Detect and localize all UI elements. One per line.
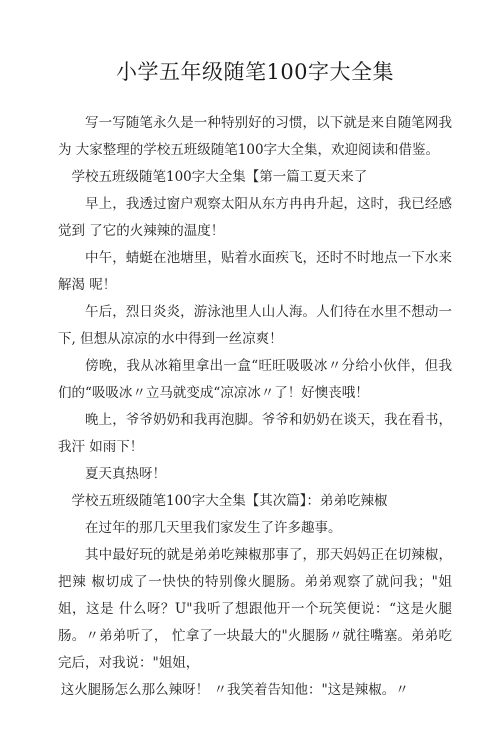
paragraph-afternoon: 午后，烈日炎炎，游泳池里人山人海。人们待在水里不想动一下, 但想从凉凉的水中得到一丝凉爽！: [58, 304, 452, 347]
section-heading-first: 学校五班级随笔100字大全集【第一篇工夏天来了: [71, 169, 368, 185]
paragraph-summer-hot: 夏天真热呀！: [85, 466, 166, 482]
paragraph-chili-ending: 这火腿肠怎么那么辣呀！ 〃我笑着告知他："这是辣椒。〃: [60, 682, 409, 698]
paragraph-morning: 早上，我透过窗户观察太阳从东方冉冉升起，这时，我已经感觉到 了它的火辣辣的温度！: [58, 196, 452, 239]
paragraph-night: 晚上，爷爷奶奶和我再泡脚。爷爷和奶奶在谈天，我在看书，我汗 如雨下！: [58, 412, 452, 455]
document-title: 小学五年级随笔100字大全集: [115, 60, 395, 84]
paragraph-noon: 中午，蜻蜓在池塘里，贴着水面疾飞，还时不时地点一下水来解渴 呢！: [58, 250, 452, 293]
document-body: [58, 110, 452, 704]
paragraph-chili-story: 其中最好玩的就是弟弟吃辣椒那事了，那天妈妈正在切辣椒，把辣 椒切成了一快快的特别像火腿肠。弟弟观察了就问我；"姐姐，这是 什么呀？U"我听了想跟他开一个玩笑便说：“这是火腿肠。〃弟弟听了， 忙拿了一块最大的"火腿肠〃就往嘴塞。弟弟吃完后，对我说："姐姐，: [58, 547, 452, 671]
section-heading-second: 学校五班级随笔100字大全集【其次篇】：弟弟吃辣椒: [71, 493, 388, 509]
paragraph-new-year: 在过年的那几天里我们家发生了许多趣事。: [85, 520, 342, 536]
paragraph-evening: 傍晚，我从冰箱里拿出一盒“旺旺吸吸冰〃分给小伙伴，但我们的“吸吸冰〃立马就变成“凉凉冰〃了！好懊丧哦！: [58, 358, 452, 401]
intro-paragraph: 写一写随笔永久是一种特别好的习惯，以下就是来自随笔网我为 大家整理的学校五班级随笔100字大全集，欢迎阅读和借鉴。: [58, 115, 452, 158]
